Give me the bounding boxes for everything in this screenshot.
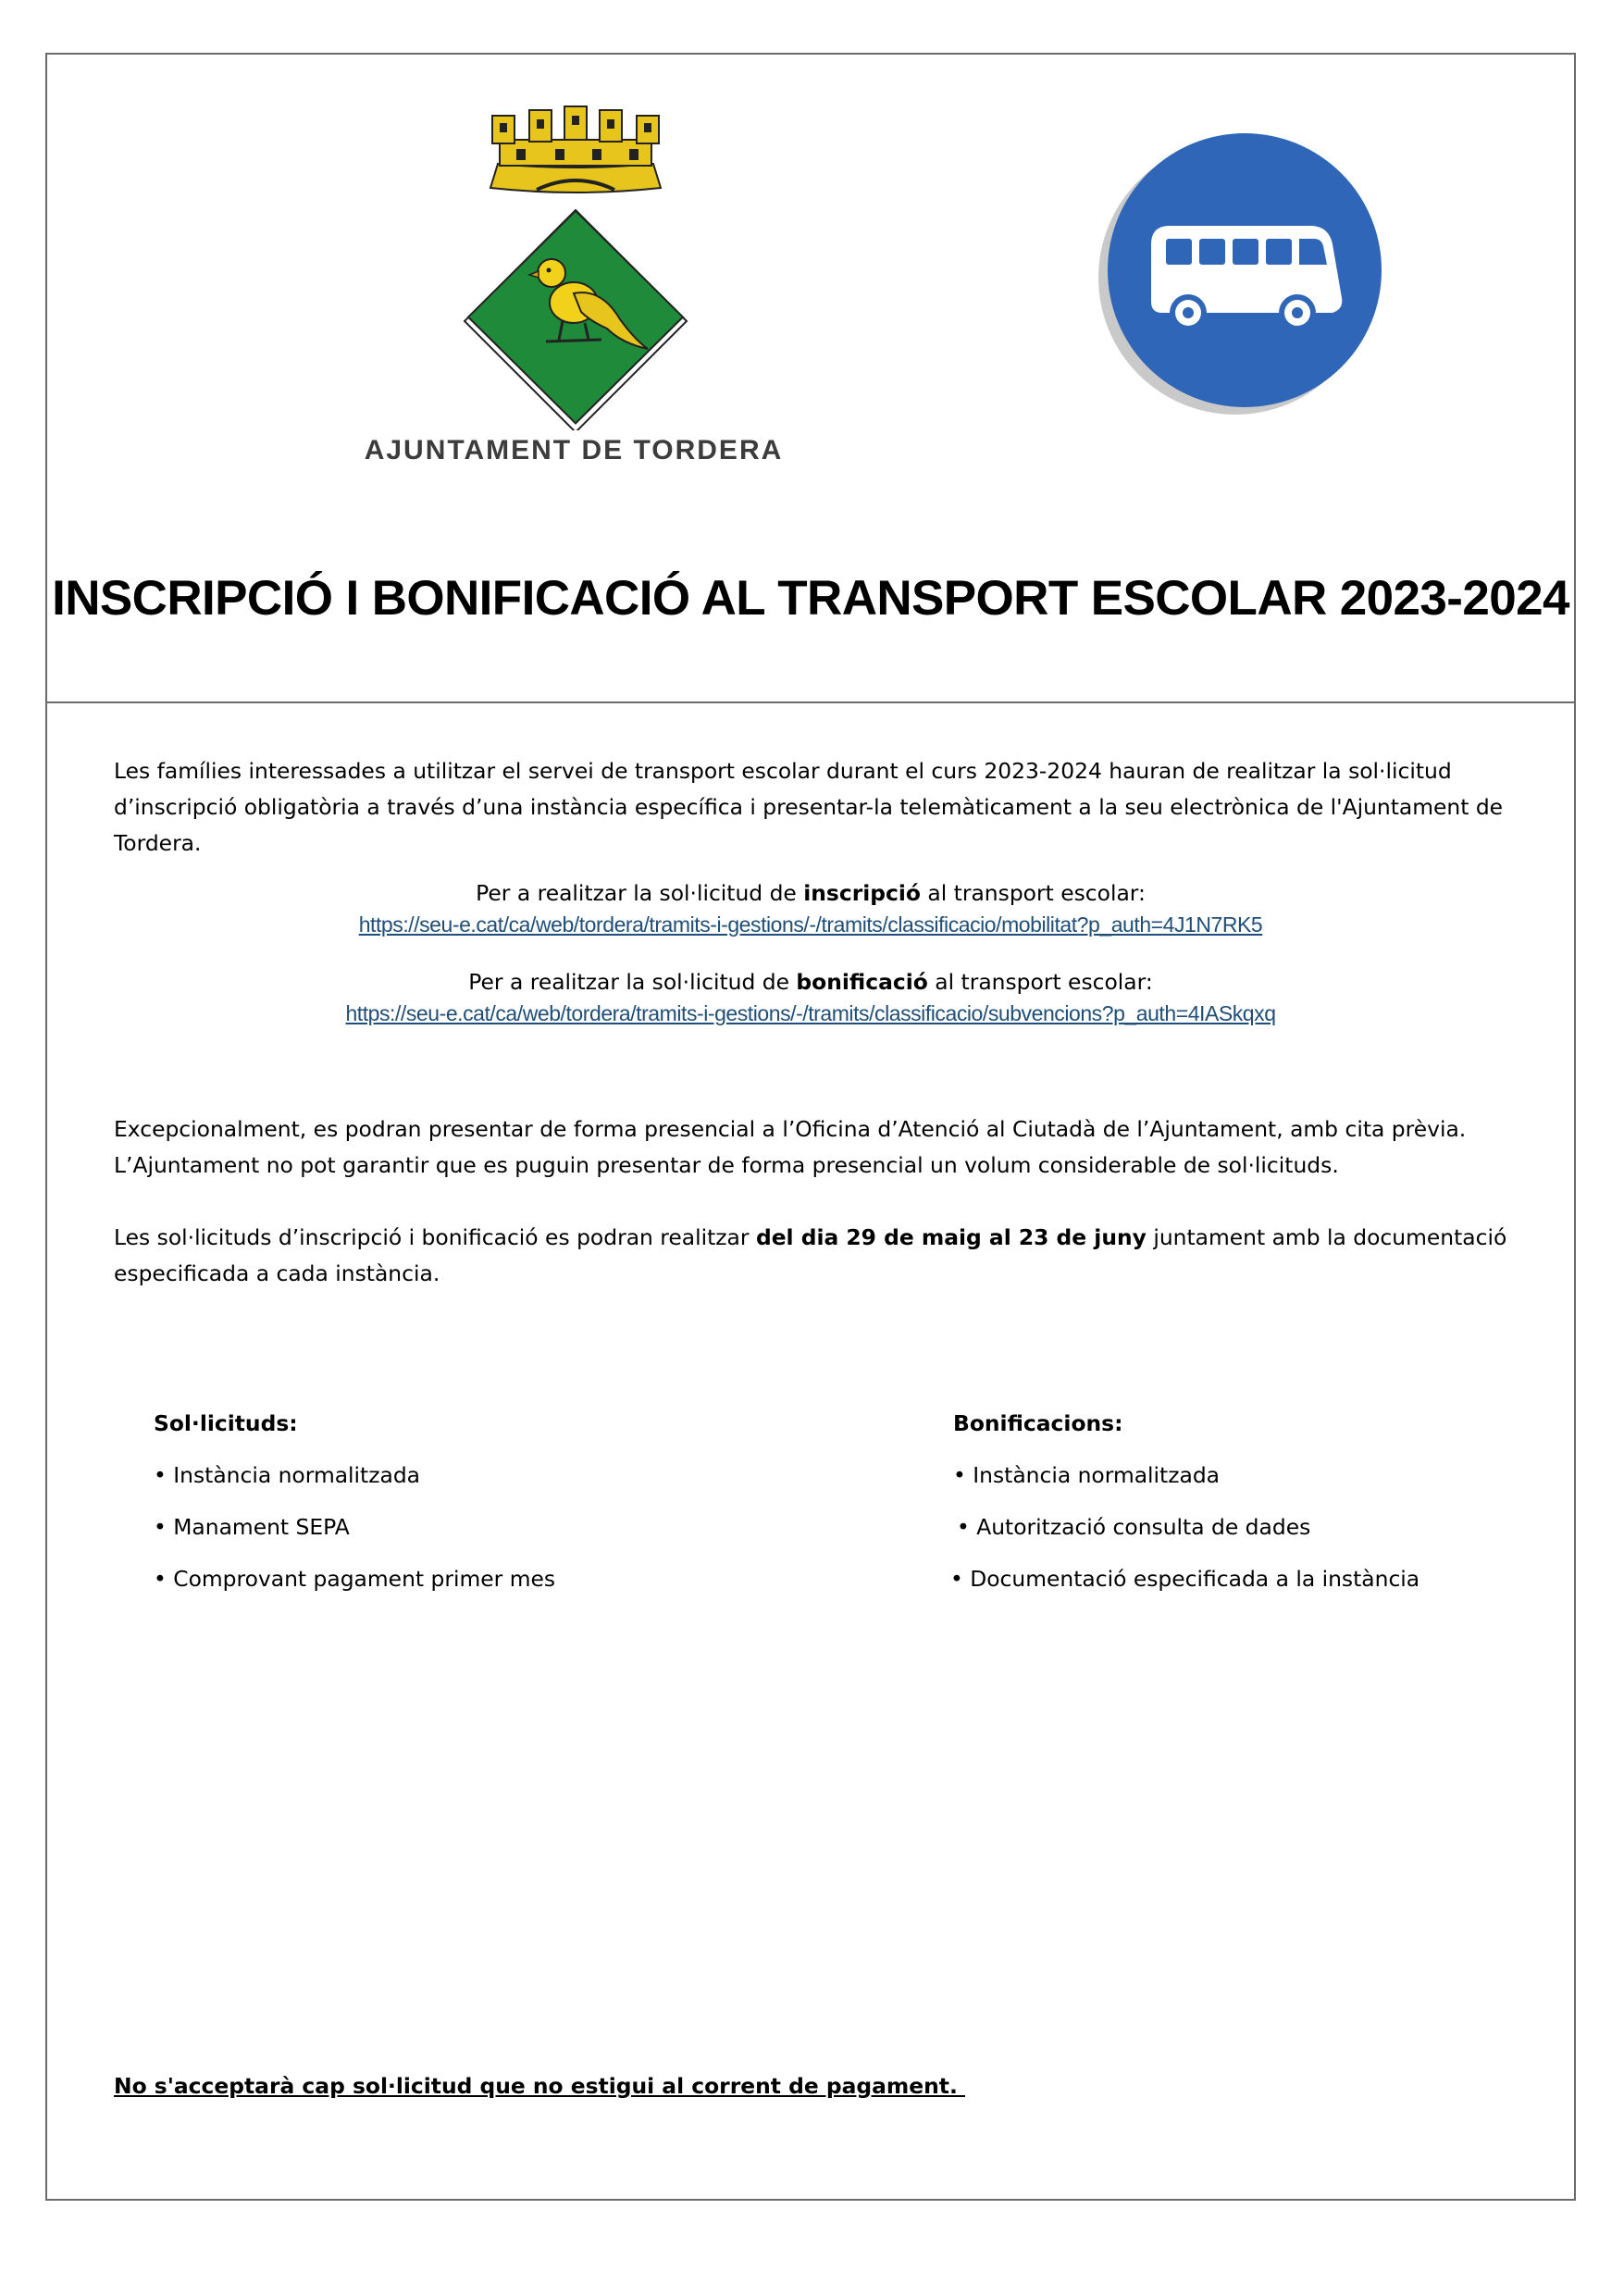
page-title: INSCRIPCIÓ I BONIFICACIÓ AL TRANSPORT ESCOLAR 2023-2024 xyxy=(52,571,1569,626)
list-item: • Manament SEPA xyxy=(154,1514,350,1540)
list-item: • Instància normalitzada xyxy=(154,1462,421,1488)
coat-of-arms-icon xyxy=(463,97,689,430)
solicituds-heading: Sol·licituds: xyxy=(154,1410,298,1436)
solicituds-list xyxy=(154,1409,555,1616)
intro-paragraph: Les famílies interessades a utilitzar el servei de transport escolar durant el curs 2023-2024 hauran de realitzar la sol·licitud d’inscripció obligatòria a través d’una instància específica i presentar-la telemàticament a la seu electrònica de l'Ajuntament de Tordera. xyxy=(114,758,1504,856)
bonificacions-heading: Bonificacions: xyxy=(953,1410,1123,1436)
bonificacio-label: Per a realitzar la sol·licitud de bonificació al transport escolar: xyxy=(468,969,1153,995)
exceptional-paragraph: Excepcionalment, es podran presentar de forma presencial a l’Oficina d’Atenció al Ciutadà de l’Ajuntament, amb cita prèvia. L’Ajuntament no pot garantir que es puguin presentar de forma presencial un volum considerable de sol·licituds. xyxy=(114,1116,1467,1178)
list-item: • Documentació especificada a la instància xyxy=(950,1566,1420,1592)
bonificacio-block xyxy=(45,966,1576,1029)
organization-name: AJUNTAMENT DE TORDERA xyxy=(364,435,784,465)
bonificacions-list xyxy=(950,1409,1420,1616)
footer-note: No s'acceptarà cap sol·licitud que no estigui al corrent de pagament. xyxy=(114,2073,966,2099)
inscripcio-link[interactable]: https://seu-e.cat/ca/web/tordera/tramits-i-gestions/-/tramits/classificacio/mobilitat?p_auth=4J1N7RK5 xyxy=(358,912,1263,937)
bus-sign-icon xyxy=(1092,122,1388,418)
inscripcio-block xyxy=(45,877,1576,940)
dates-paragraph: Les sol·licituds d’inscripció i bonificació es podran realitzar del dia 29 de maig al 23 de juny juntament amb la documentació especificada a cada instància. xyxy=(114,1224,1507,1286)
list-item: • Instància normalitzada xyxy=(953,1462,1221,1488)
list-item: • Autorització consulta de dades xyxy=(957,1514,1311,1540)
bonificacio-link[interactable]: https://seu-e.cat/ca/web/tordera/tramits-i-gestions/-/tramits/classificacio/subvencions?p_auth=4IASkqxq xyxy=(345,1001,1276,1025)
list-item: • Comprovant pagament primer mes xyxy=(154,1566,556,1592)
inscripcio-label: Per a realitzar la sol·licitud de inscripció al transport escolar: xyxy=(476,880,1146,906)
header-divider xyxy=(45,701,1576,703)
